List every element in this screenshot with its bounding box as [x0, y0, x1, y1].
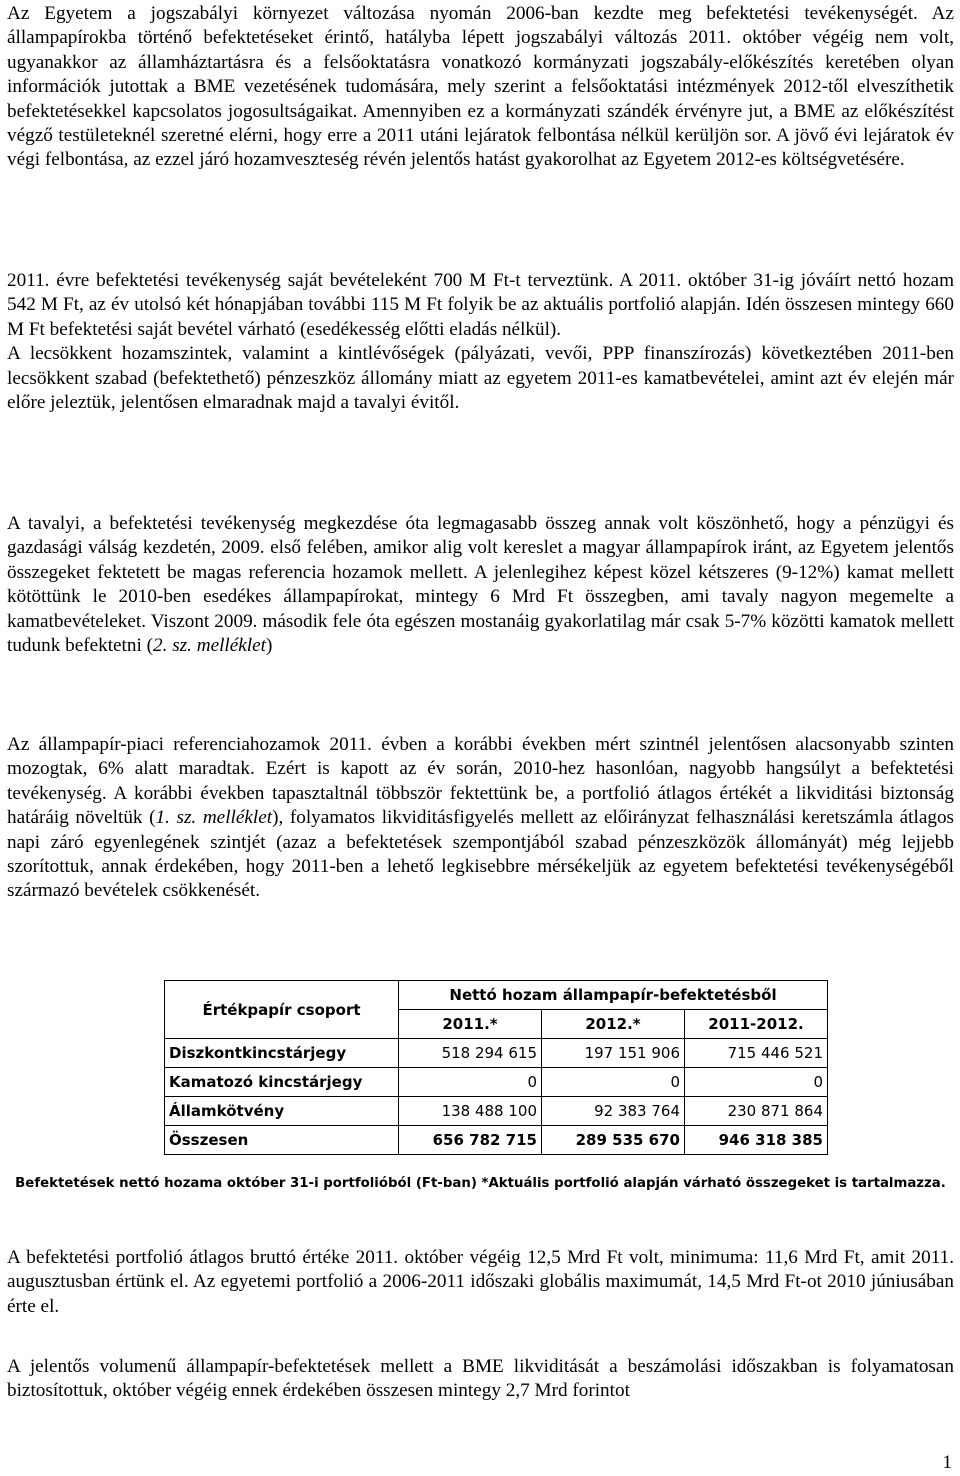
paragraph-text: Az állampapír-piaci referenciahozamok 2011. évben a korábbi években mért szintnél jelentősen alacsonyabb szinten mozogtak, 6% alatt maradtak. Ezért is kapott az év során, 2010-hez hasonlóan, nagyobb hangsúlyt a befektetési tevékenység. A korábbi években tapasztaltnál többször fektettünk be, a portfolió átlagos értékét a likviditási biztonság határáig növeltük (	[7, 734, 954, 829]
year-header: 2011.*	[399, 1010, 542, 1039]
table-row	[165, 1039, 828, 1068]
paragraph-reduced-rates: A lecsökkent hozamszintek, valamint a kintlévőségek (pályázati, vevői, PPP finanszírozás) következtében 2011-ben lecsökkent szabad (befektethető) pénzeszköz állomány miatt az egyetem 2011-es kamatbevételei, amint azt év elején már előre jeleztük, jelentősen elmaradnak majd a tavalyi évitől.	[7, 343, 954, 414]
net-yield-table	[164, 980, 828, 1155]
cell-value: 0	[685, 1068, 828, 1097]
paragraph-text: )	[265, 635, 273, 657]
paragraph-legal-changes: Az Egyetem a jogszabályi környezet változása nyomán 2006-ban kezdte meg befektetési tevékenységét. Az állampapírokba történő befektetéseket érintő, hatályba lépett jogszabályi változás 2011. október végéig nem volt, ugyanakkor az államháztartásra és a felsőoktatásra vonatkozó kormányzati jogszabály-előkészítés keretében olyan információk jutottak a BME vezetésének tudomására, mely szerint a felsőoktatási intézmények 2012-től elveszíthetik befektetésekkel kapcsolatos jogosultságaikat. Amennyiben ez a kormányzati szándék érvényre jut, a BME az előkészítést végző testületeknél szeretné elérni, hogy erre a 2011 utáni lejáratok felbontása nélkül kerüljön sor. A jövő évi lejáratok év végi felbontása, az ezzel járó hozamveszteség révén jelentős hatást gyakorolhat az Egyetem 2012-es költségvetésére.	[7, 3, 954, 171]
column-group-header: Nettó hozam állampapír-befektetésből	[399, 981, 828, 1010]
paragraph-liquidity: A jelentős volumenű állampapír-befektetések mellett a BME likviditását a beszámolási időszakban is folyamatosan biztosítottuk, október végéig ennek érdekében összesen mintegy 2,7 Mrd forintot	[7, 1356, 954, 1402]
cell-value: 946 318 385	[685, 1126, 828, 1155]
cell-value: 0	[399, 1068, 542, 1097]
cell-value: 92 383 764	[542, 1097, 685, 1126]
cell-value: 0	[542, 1068, 685, 1097]
row-label: Államkötvény	[165, 1097, 399, 1126]
paragraph-last-year-comparison	[7, 512, 954, 658]
row-label: Kamatozó kincstárjegy	[165, 1068, 399, 1097]
appendix-reference: 1. sz. melléklet	[155, 807, 273, 829]
column-header-security-group: Értékpapír csoport	[165, 981, 399, 1039]
table-row	[165, 1097, 828, 1126]
table-row	[165, 1068, 828, 1097]
paragraph-text: A tavalyi, a befektetési tevékenység megkezdése óta legmagasabb összeg annak volt köszönhető, hogy a pénzügyi és gazdasági válság kezdetén, 2009. első felében, amikor alig volt kereslet a magyar állampapírok iránt, az Egyetem jelentős összegeket fektetett be magas referencia hozamok mellett. A jelenlegihez képest közel kétszeres (9-12%) kamat mellett kötöttünk le 2010-ben esedékes állampapírokat, mintegy 6 Mrd Ft összegben, ami tavaly nagyon megemelte a kamatbevételeket. Viszont 2009. második fele óta egészen mostanáig gyakorlatilag már csak 5-7% közötti kamatok mellett tudunk befektetni (	[7, 513, 954, 657]
cell-value: 138 488 100	[399, 1097, 542, 1126]
table-header-row	[165, 981, 828, 1010]
cell-value: 715 446 521	[685, 1039, 828, 1068]
paragraph-planned-income: 2011. évre befektetési tevékenység saját bevételeként 700 M Ft-t terveztünk. A 2011. október 31-ig jóváírt nettó hozam 542 M Ft, az év utolsó két hónapjában további 115 M Ft folyik be az aktuális portfolió alapján. Idén összesen mintegy 660 M Ft befektetési saját bevétel várható (esedékesség előtti eladás nélkül).	[7, 270, 954, 340]
table-total-row	[165, 1126, 828, 1155]
appendix-reference: 2. sz. melléklet	[153, 635, 266, 657]
row-label: Diszkontkincstárjegy	[165, 1039, 399, 1068]
paragraph-text: ), folyamatos likviditásfigyelés mellett az előirányzat felhasználási keretszámla átlagos napi záró egyenlegének szintjét (azaz a befektetések szempontjából szabad pénzeszközök állományát) még lejjebb szorítottuk, annak érdekében, hogy 2011-ben a lehető legkisebbre mérsékeljük az egyetem befektetési tevékenységéből származó bevételek csökkenését.	[7, 807, 955, 902]
page-number: 1	[942, 1452, 952, 1473]
row-label: Összesen	[165, 1126, 399, 1155]
cell-value: 289 535 670	[542, 1126, 685, 1155]
cell-value: 230 871 864	[685, 1097, 828, 1126]
cell-value: 656 782 715	[399, 1126, 542, 1155]
paragraph-reference-yields	[7, 733, 954, 904]
cell-value: 518 294 615	[399, 1039, 542, 1068]
paragraph-group-2011-income	[7, 269, 954, 415]
cell-value: 197 151 906	[542, 1039, 685, 1068]
paragraph-portfolio-value: A befektetési portfolió átlagos bruttó értéke 2011. október végéig 12,5 Mrd Ft volt, minimuma: 11,6 Mrd Ft, amit 2011. augusztusban értünk el. Az egyetemi portfolió a 2006-2011 időszaki globális maximumát, 14,5 Mrd Ft-ot 2010 júniusában érte el.	[7, 1247, 954, 1317]
table-caption: Befektetések nettó hozama október 31-i portfolióból (Ft-ban) *Aktuális portfolió alapján várható összegeket is tartalmazza.	[15, 1176, 946, 1191]
year-header: 2011-2012.	[685, 1010, 828, 1039]
year-header: 2012.*	[542, 1010, 685, 1039]
